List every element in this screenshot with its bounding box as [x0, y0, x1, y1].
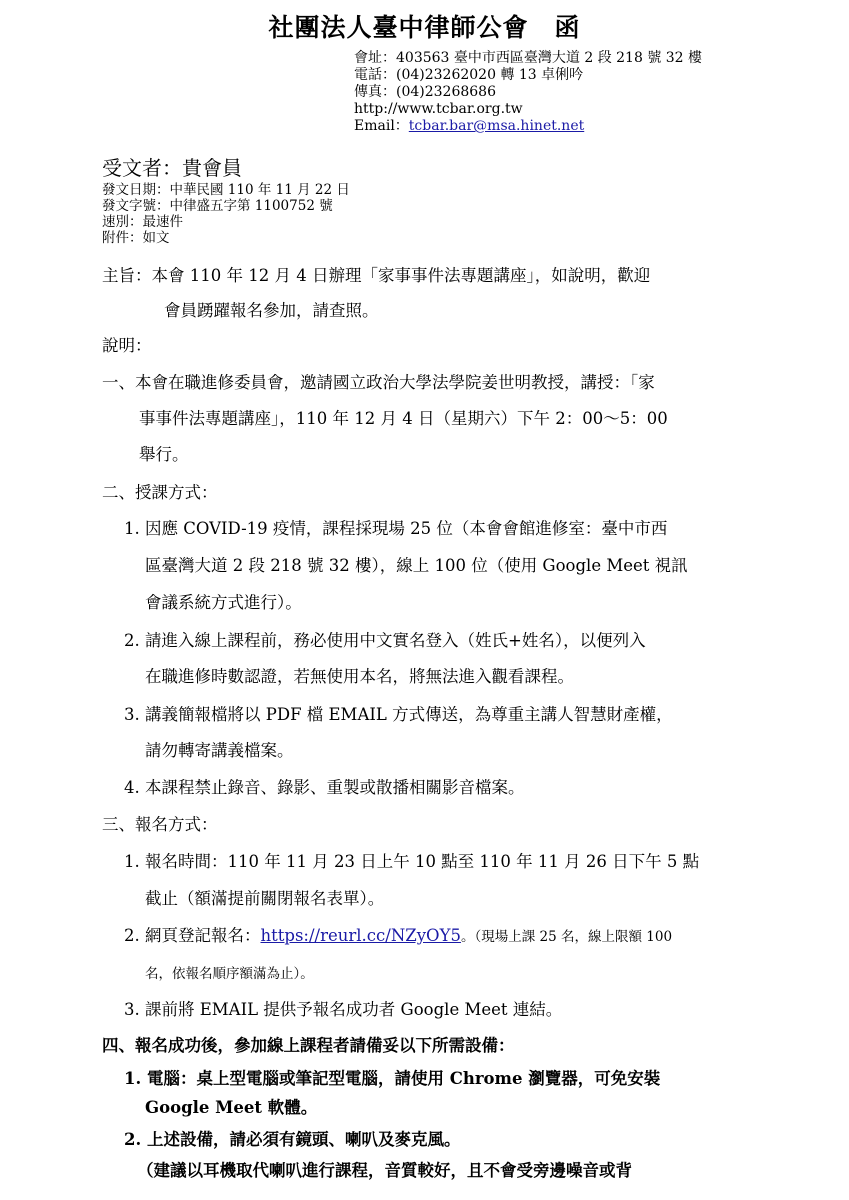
- email-link[interactable]: tcbar.bar@msa.hinet.net: [408, 118, 585, 134]
- issue-date: 發文日期：中華民國 110 年 11 月 22 日: [102, 182, 350, 198]
- subject-line-2: 會員踴躍報名參加，請查照。: [164, 301, 379, 320]
- section-4-item-1-line-1: 1. 電腦：桌上型電腦或筆記型電腦，請使用 Chrome 瀏覽器，可免安裝: [124, 1069, 661, 1088]
- attachment: 附件：如文: [102, 230, 170, 246]
- doc-type: 函: [554, 13, 581, 42]
- recipient: 受文者：貴會員: [102, 156, 242, 180]
- section-1-line-2: 事事件法專題講座」，110 年 12 月 4 日（星期六）下午 2：00～5：00: [139, 409, 668, 428]
- section-3-item-1-line-1: 1. 報名時間：110 年 11 月 23 日上午 10 點至 110 年 11 月 26 日下午 5 點: [124, 852, 700, 871]
- section-1-line-1: 一、本會在職進修委員會，邀請國立政治大學法學院姜世明教授，講授：「家: [102, 373, 655, 392]
- document-title: [0, 8, 849, 44]
- section-4-item-2-line-2: （建議以耳機取代喇叭進行課程，音質較好，且不會受旁邊噪音或背: [137, 1161, 632, 1180]
- section-2-item-3-line-2: 請勿轉寄講義檔案。: [145, 741, 294, 760]
- header-phone: 電話：(04)23262020 轉 13 卓俐吟: [354, 67, 584, 83]
- speed: 速別：最速件: [102, 214, 183, 230]
- section-2-item-2-line-1: 2. 請進入線上課程前，務必使用中文實名登入（姓氏+姓名），以便列入: [124, 631, 646, 650]
- section-2-item-1-line-2: 區臺灣大道 2 段 218 號 32 樓），線上 100 位（使用 Google Meet 視訊: [145, 556, 688, 575]
- section-2-item-4-line-1: 4. 本課程禁止錄音、錄影、重製或散播相關影音檔案。: [124, 778, 525, 797]
- section-2-item-1-line-1: 1. 因應 COVID-19 疫情，課程採現場 25 位（本會會館進修室：臺中市西: [124, 519, 668, 538]
- register-note: 。（現場上課 25 名，線上限額 100: [460, 929, 673, 945]
- section-1-line-3: 舉行。: [139, 445, 189, 464]
- section-4-item-1-line-2: Google Meet 軟體。: [145, 1098, 318, 1117]
- section-4-heading: 四、報名成功後，參加線上課程者請備妥以下所需設備：: [102, 1036, 515, 1055]
- section-2-item-1-line-3: 會議系統方式進行）。: [145, 593, 302, 612]
- section-3-item-2-line-1: [124, 922, 672, 946]
- subject-line-1: 主旨：本會 110 年 12 月 4 日辦理「家事事件法專題講座」，如說明，歡迎: [102, 266, 651, 285]
- section-3-item-2-line-2: 名，依報名順序額滿為止）。: [145, 966, 314, 982]
- section-3-item-1-line-2: 截止（額滿提前關閉報名表單）。: [145, 889, 385, 908]
- issue-number: 發文字號：中律盛五字第 1100752 號: [102, 198, 333, 214]
- section-2-item-3-line-1: 3. 講義簡報檔將以 PDF 檔 EMAIL 方式傳送，為尊重主講人智慧財產權，: [124, 705, 673, 724]
- header-email-line: [354, 118, 584, 135]
- explain-label: 說明：: [102, 336, 152, 355]
- org-name: 社團法人臺中律師公會: [268, 13, 529, 42]
- header-fax: 傳真：(04)23268686: [354, 84, 496, 100]
- register-prefix: 2. 網頁登記報名：: [124, 926, 261, 945]
- header-website[interactable]: http://www.tcbar.org.tw: [354, 101, 523, 117]
- header-address: 會址：403563 臺中市西區臺灣大道 2 段 218 號 32 樓: [354, 50, 703, 66]
- email-label: Email：: [354, 118, 409, 134]
- register-link[interactable]: https://reurl.cc/NZyOY5: [260, 926, 461, 945]
- section-3-item-3-line-1: 3. 課前將 EMAIL 提供予報名成功者 Google Meet 連結。: [124, 1000, 563, 1019]
- section-2-item-2-line-2: 在職進修時數認證，若無使用本名，將無法進入觀看課程。: [145, 667, 574, 686]
- section-2-heading: 二、授課方式：: [102, 483, 218, 502]
- section-3-heading: 三、報名方式：: [102, 815, 218, 834]
- section-4-item-2-line-1: 2. 上述設備，請必須有鏡頭、喇叭及麥克風。: [124, 1130, 461, 1149]
